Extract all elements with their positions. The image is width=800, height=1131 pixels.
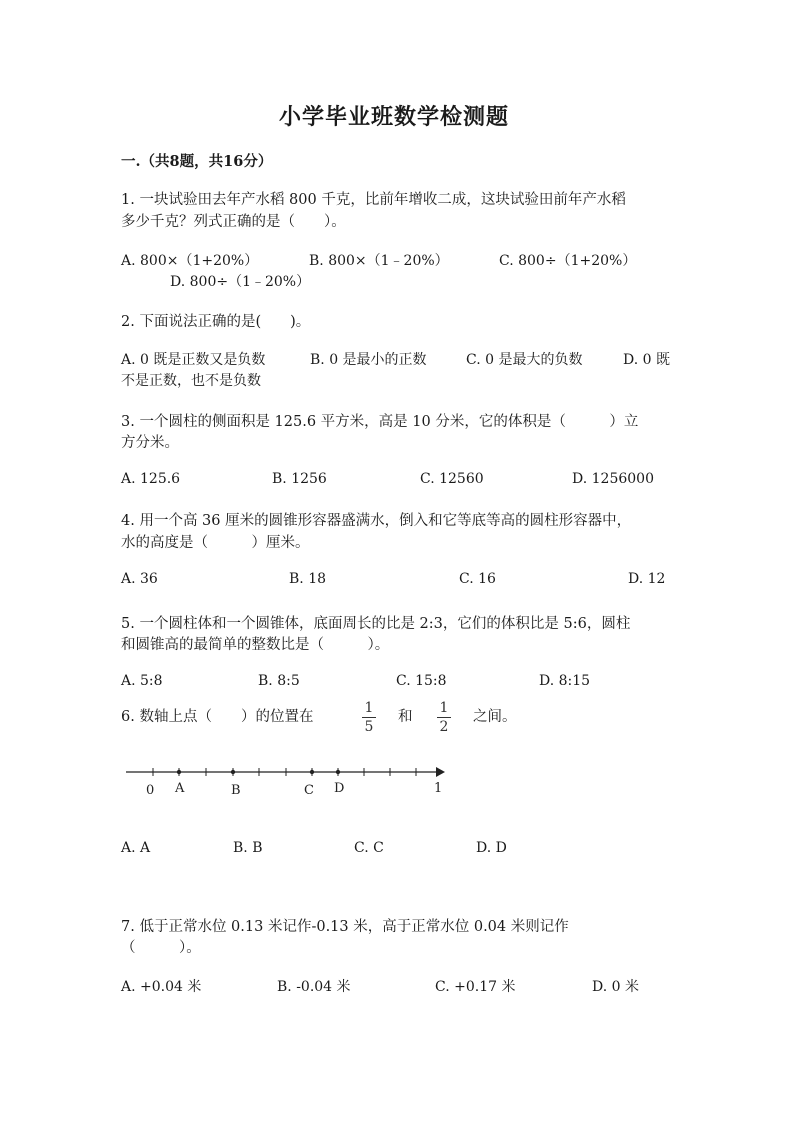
point-b-marker bbox=[231, 770, 235, 774]
label-one: 1 bbox=[434, 781, 443, 796]
question-7-line-2: （ ）。 bbox=[121, 940, 201, 956]
question-5-line-1: 5. 一个圆柱体和一个圆锥体，底面周长的比是 2:3，它们的体积比是 5:6，圆柱 bbox=[121, 616, 631, 632]
label-d: D bbox=[334, 781, 345, 796]
question-4-option-d[interactable]: D. 12 bbox=[628, 571, 666, 587]
question-3-option-d[interactable]: D. 1256000 bbox=[572, 471, 654, 487]
question-4-option-b[interactable]: B. 18 bbox=[289, 571, 327, 587]
fraction-one-half bbox=[434, 700, 454, 735]
fraction-one-fifth-denominator: 5 bbox=[364, 719, 374, 735]
question-5-option-d[interactable]: D. 8:15 bbox=[539, 673, 591, 689]
question-5-line-2: 和圆锥高的最简单的整数比是（ ）。 bbox=[121, 637, 390, 653]
question-1-line-1: 1. 一块试验田去年产水稻 800 千克，比前年增收二成，这块试验田前年产水稻 bbox=[121, 192, 626, 208]
point-c-marker bbox=[310, 770, 314, 774]
question-2-option-d[interactable]: D. 0 既 bbox=[623, 352, 670, 368]
question-3-option-b[interactable]: B. 1256 bbox=[272, 471, 327, 487]
question-2-option-b[interactable]: B. 0 是最小的正数 bbox=[310, 352, 427, 368]
question-4-line-2: 水的高度是（ ）厘米。 bbox=[121, 535, 310, 551]
question-6-option-c[interactable]: C. C bbox=[354, 840, 384, 856]
fraction-one-fifth-numerator: 1 bbox=[364, 700, 374, 716]
question-3-option-c[interactable]: C. 12560 bbox=[420, 471, 484, 487]
label-zero: 0 bbox=[146, 783, 155, 798]
question-2-option-c[interactable]: C. 0 是最大的负数 bbox=[466, 352, 583, 368]
question-6-option-d[interactable]: D. D bbox=[476, 840, 507, 856]
question-7-option-a[interactable]: A. +0.04 米 bbox=[121, 979, 202, 995]
point-a-marker bbox=[177, 770, 181, 774]
question-3-line-2: 方分米。 bbox=[121, 435, 179, 451]
question-1-line-2: 多少千克？列式正确的是（ ）。 bbox=[121, 214, 346, 230]
question-2-option-a[interactable]: A. 0 既是正数又是负数 bbox=[121, 352, 266, 368]
question-5-option-c[interactable]: C. 15:8 bbox=[396, 673, 447, 689]
question-4-line-1: 4. 用一个高 36 厘米的圆锥形容器盛满水，倒入和它等底等高的圆柱形容器中， bbox=[121, 513, 632, 529]
question-3-line-1: 3. 一个圆柱的侧面积是 125.6 平方米，高是 10 分米，它的体积是（ ）立 bbox=[121, 414, 639, 430]
number-line bbox=[118, 760, 458, 804]
question-3-option-a[interactable]: A. 125.6 bbox=[121, 471, 181, 487]
point-d-marker bbox=[336, 770, 340, 774]
question-6-stem-part-2: 和 bbox=[398, 709, 413, 725]
question-5-option-a[interactable]: A. 5:8 bbox=[121, 673, 163, 689]
question-7-option-b[interactable]: B. -0.04 米 bbox=[277, 979, 351, 995]
number-line-arrow bbox=[436, 767, 445, 777]
section-heading: 一.（共8题，共16分） bbox=[121, 153, 273, 170]
question-2-option-d-continued[interactable]: 不是正数，也不是负数 bbox=[121, 373, 261, 389]
question-1-option-c[interactable]: C. 800÷（1+20%） bbox=[499, 253, 637, 269]
question-1-option-a[interactable]: A. 800×（1+20%） bbox=[121, 253, 259, 269]
fraction-one-fifth bbox=[359, 700, 379, 735]
question-7-option-d[interactable]: D. 0 米 bbox=[592, 979, 639, 995]
question-6-option-a[interactable]: A. A bbox=[121, 840, 151, 856]
question-2-line-1: 2. 下面说法正确的是( )。 bbox=[121, 314, 311, 330]
fraction-one-half-denominator: 2 bbox=[439, 719, 449, 735]
label-c: C bbox=[304, 783, 314, 798]
label-a: A bbox=[175, 781, 185, 796]
fraction-one-half-numerator: 1 bbox=[439, 700, 449, 716]
question-4-option-a[interactable]: A. 36 bbox=[121, 571, 158, 587]
label-b: B bbox=[231, 783, 241, 798]
question-5-option-b[interactable]: B. 8:5 bbox=[258, 673, 300, 689]
question-4-option-c[interactable]: C. 16 bbox=[459, 571, 496, 587]
question-6-stem-part-1: 6. 数轴上点（ ）的位置在 bbox=[121, 709, 314, 725]
fraction-bar bbox=[437, 717, 451, 718]
fraction-bar bbox=[362, 717, 376, 718]
question-7-line-1: 7. 低于正常水位 0.13 米记作-0.13 米，高于正常水位 0.04 米则记作 bbox=[121, 919, 569, 935]
question-6-stem-part-3: 之间。 bbox=[473, 709, 517, 725]
page-title: 小学毕业班数学检测题 bbox=[279, 104, 510, 130]
question-7-option-c[interactable]: C. +0.17 米 bbox=[435, 979, 516, 995]
question-1-option-b[interactable]: B. 800×（1﹣20%） bbox=[309, 253, 449, 269]
question-6-option-b[interactable]: B. B bbox=[233, 840, 263, 856]
question-1-option-d[interactable]: D. 800÷（1﹣20%） bbox=[170, 274, 311, 290]
